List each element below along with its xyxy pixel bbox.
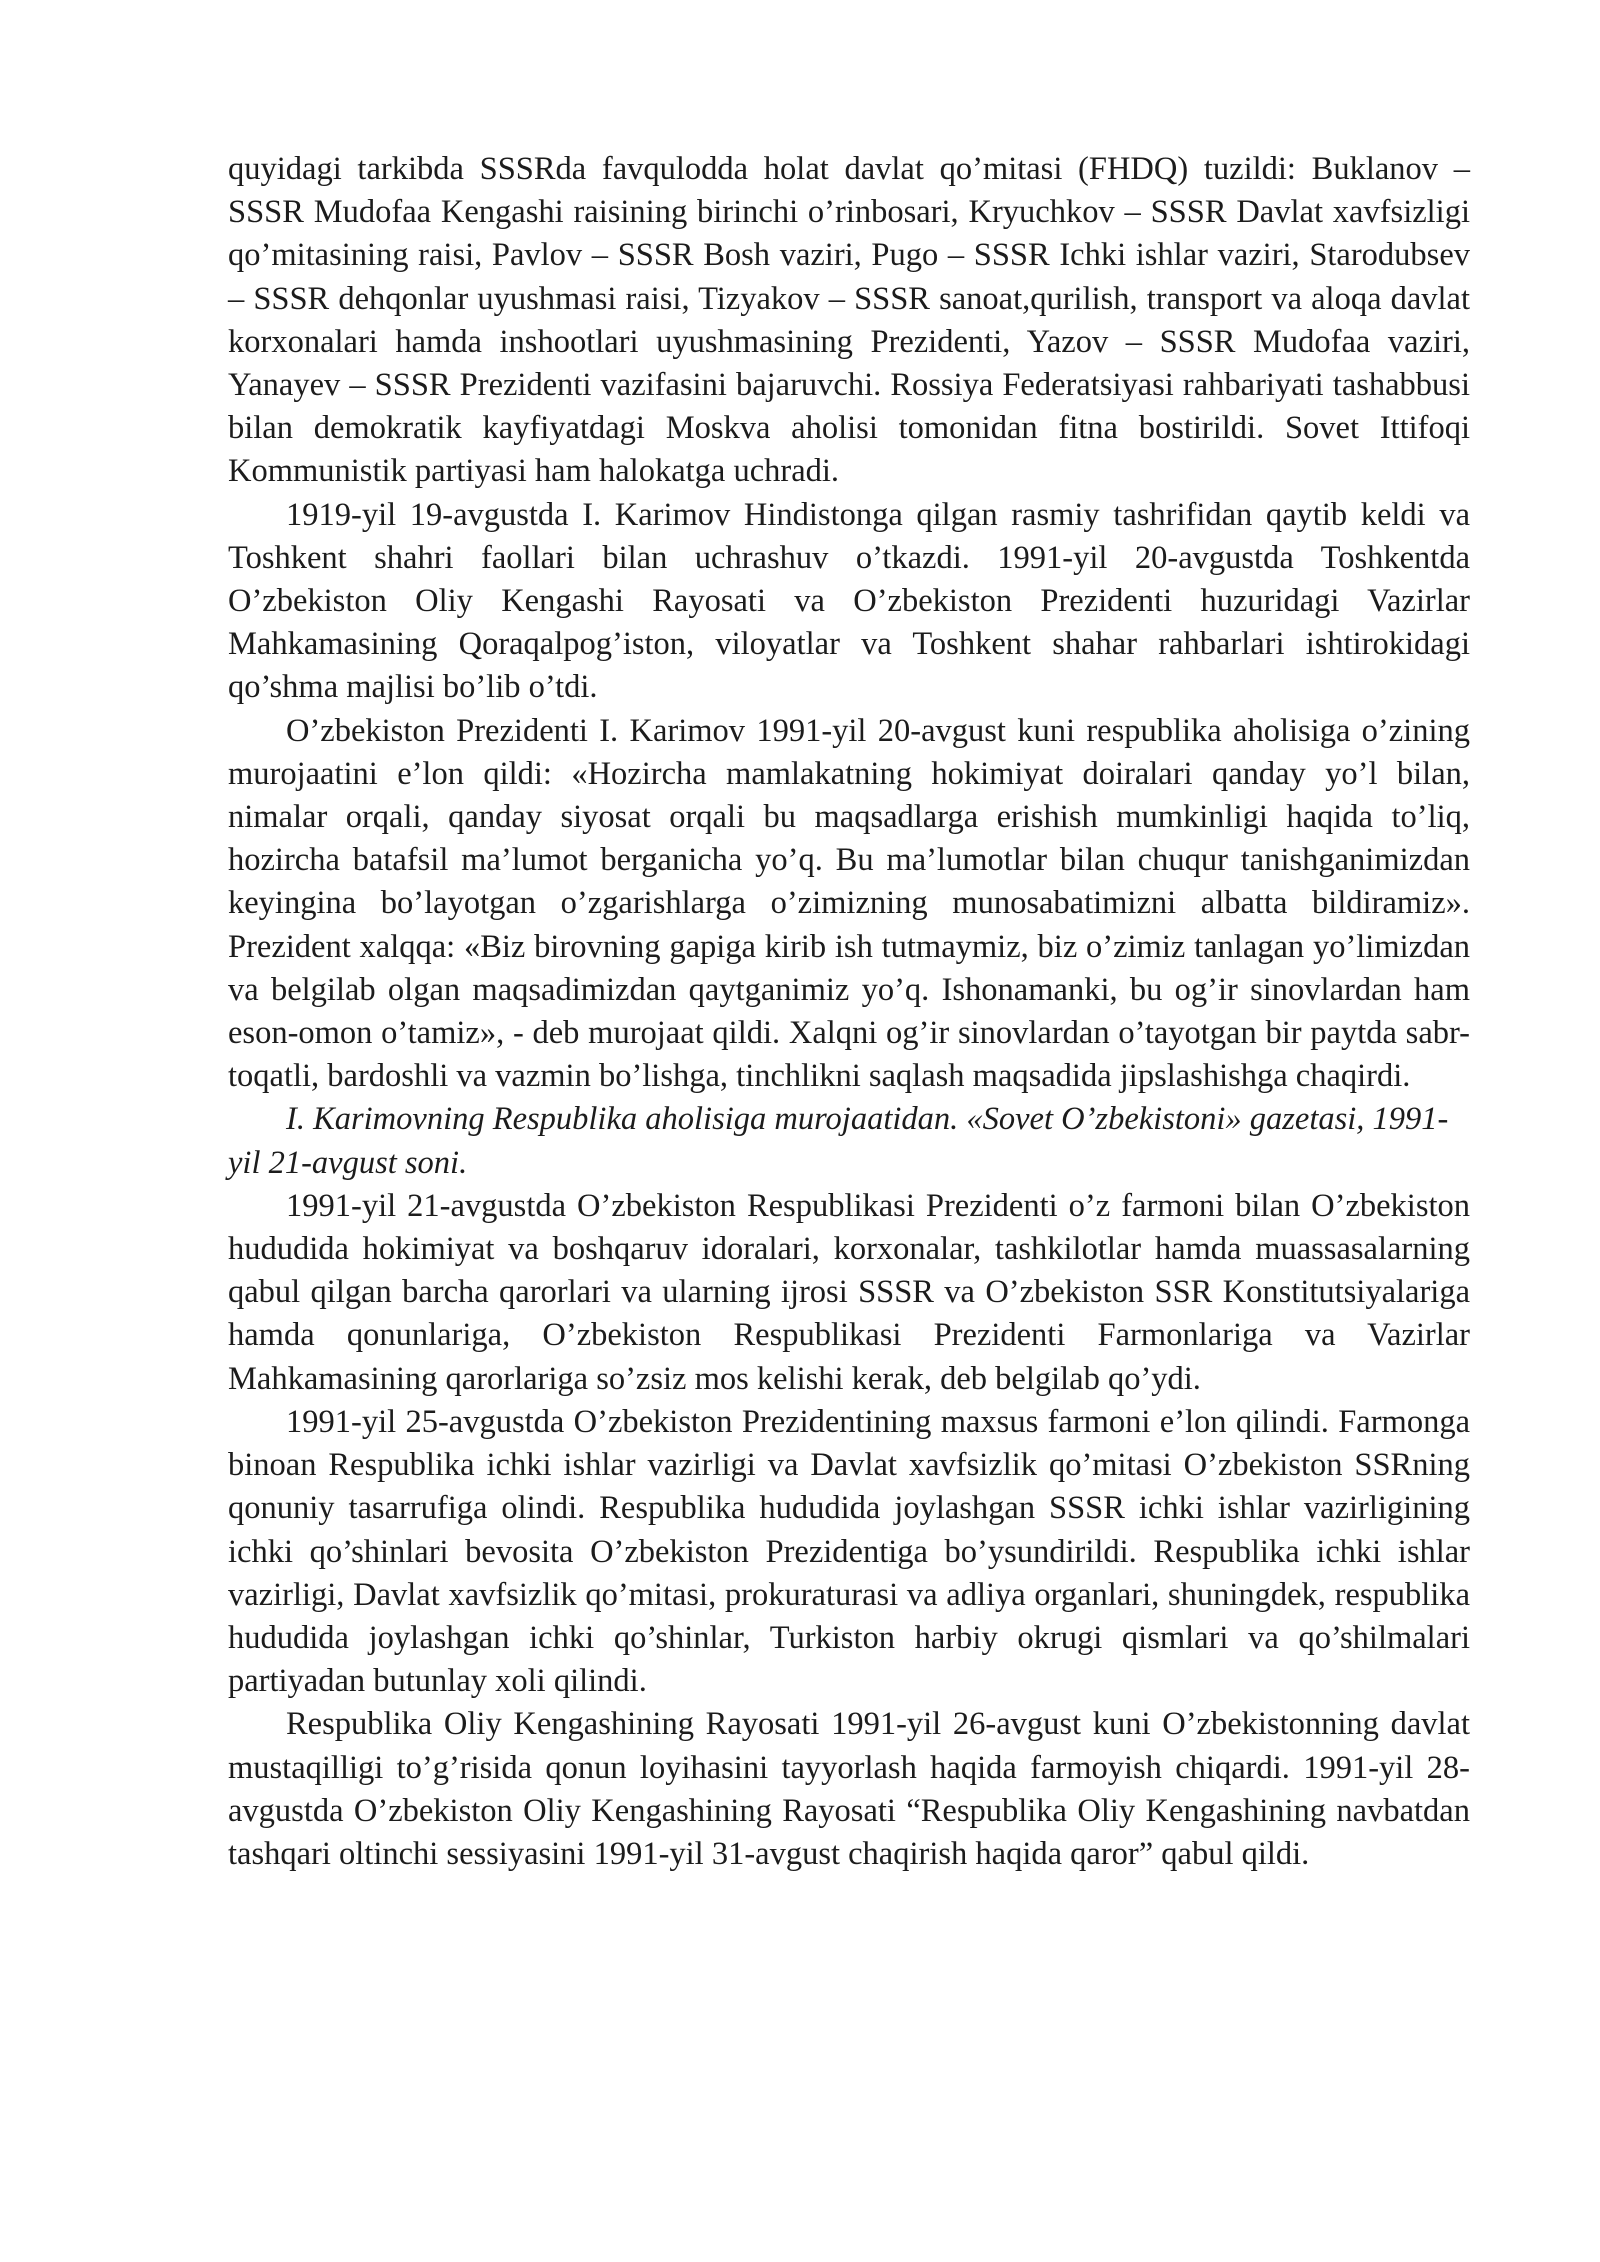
paragraph-karimov-return: 1919-yil 19-avgustda I. Karimov Hindistonga qilgan rasmiy tashrifidan qaytib keldi va Toshkent shahri faollari bilan uchrashuv o’tkazdi. 1991-yil 20-avgustda Toshkentda O’zbekiston Oliy Kengashi Rayosati va O’zbekiston Prezidenti huzuridagi Vazirlar Mahkamasining Qoraqalpog’iston, viloyatlar va Toshkent shahar rahbarlari ishtirokidagi qo’shma majlisi bo’lib o’tdi. — [228, 496, 1470, 706]
paragraph-fhdq-members: quyidagi tarkibda SSSRda favqulodda holat davlat qo’mitasi (FHDQ) tuzildi: Buklanov – SSSR Mudofaa Kengashi raisining birinchi o’rinbosari, Kryuchkov – SSSR Davlat xavfsizligi qo’mitasining raisi, Pavlov – SSSR Bosh vaziri, Pugo – SSSR Ichki ishlar vaziri, Starodubsev – SSSR dehqonlar uyushmasi raisi, Tizyakov – SSSR sanoat,qurilish, transport va aloqa davlat korxonalari hamda inshootlari uyushmasining Prezidenti, Yazov – SSSR Mudofaa vaziri, Yanayev – SSSR Prezidenti vazifasini bajaruvchi. Rossiya Federatsiyasi rahbariyati tashabbusi bilan demokratik kayfiyatdagi Moskva aholisi tomonidan fitna bostirildi. Sovet Ittifoqi Kommunistik partiyasi ham halokatga uchradi. — [228, 151, 1470, 490]
paragraph-decree-aug-25: 1991-yil 25-avgustda O’zbekiston Prezidentining maxsus farmoni e’lon qilindi. Farmonga binoan Respublika ichki ishlar vazirligi va Davlat xavfsizlik qo’mitasi O’zbekiston SSRning qonuniy tasarrufiga olindi. Respublika hududida joylashgan SSSR ichki ishlar vazirligining ichki qo’shinlari bevosita O’zbekiston Prezidentiga bo’ysundirildi. Respublika ichki ishlar vazirligi, Davlat xavfsizlik qo’mitasi, prokuraturasi va adliya organlari, shuningdek, respublika hududida joylashgan ichki qo’shinlar, Turkiston harbiy okrugi qismlari va qo’shilmalari partiyadan butunlay xoli qilindi. — [228, 1403, 1470, 1700]
paragraph-decree-aug-21: 1991-yil 21-avgustda O’zbekiston Respublikasi Prezidenti o’z farmoni bilan O’zbekiston hududida hokimiyat va boshqaruv idoralari, korxonalar, tashkilotlar hamda muassasalarning qabul qilgan barcha qarorlari va ularning ijrosi SSSR va O’zbekiston SSR Konstitutsiyalariga hamda qonunlariga, O’zbekiston Respublikasi Prezidenti Farmonlariga va Vazirlar Mahkamasining qarorlariga so’zsiz mos kelishi kerak, deb belgilab qo’ydi. — [228, 1187, 1470, 1397]
paragraph-independence-law: Respublika Oliy Kengashining Rayosati 1991-yil 26-avgust kuni O’zbekistonning davlat mustaqilligi to’g’risida qonun loyihasini tayyorlash haqida farmoyish chiqardi. 1991-yil 28-avgustda O’zbekiston Oliy Kengashining Rayosati “Respublika Oliy Kengashining navbatdan tashqari oltinchi sessiyasini 1991-yil 31-avgust chaqirish haqida qaror” qabul qildi. — [228, 1706, 1470, 1872]
paragraph-president-address: O’zbekiston Prezidenti I. Karimov 1991-yil 20-avgust kuni respublika aholisiga o’zining murojaatini e’lon qildi: «Hozircha mamlakatning hokimiyat doiralari qanday yo’l bilan, nimalar orqali, qanday siyosat orqali bu maqsadlarga erishish mumkinligi haqida to’liq, hozircha batafsil ma’lumot berganicha yo’q. Bu ma’lumotlar bilan chuqur tanishganimizdan keyingina bo’layotgan o’zgarishlarga o’zimizning munosabatimizni albatta bildiramiz». Prezident xalqqa: «Biz birovning gapiga kirib ish tutmaymiz, biz o’zimiz tanlagan yo’limizdan va belgilab olgan maqsadimizdan qaytganimiz yo’q. Ishonamanki, bu og’ir sinovlardan ham eson-omon o’tamiz», - deb murojaat qildi. Xalqni og’ir sinovlardan o’tayotgan bir paytda sabr-toqatli, bardoshli va vazmin bo’lishga, tinchlikni saqlash maqsadida jipslashishga chaqirdi. — [228, 712, 1470, 1095]
source-citation: I. Karimovning Respublika aholisiga murojaatidan. «Sovet O’zbekistoni» gazetasi, 1991-yil 21-avgust soni. — [228, 1101, 1449, 1181]
document-page — [228, 148, 1470, 1876]
